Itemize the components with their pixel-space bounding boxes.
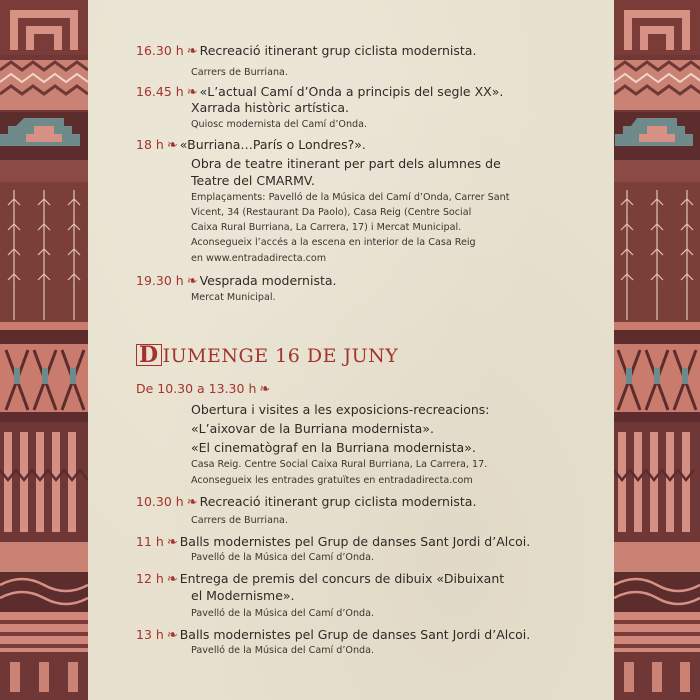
event-location-line: Aconsegueix les entrades gratuïtes en entradadirecta.com <box>191 475 473 486</box>
event-location: Pavelló de la Música del Camí d’Onda. <box>191 645 375 656</box>
right-decorative-border <box>614 0 700 700</box>
event-location: Carrers de Burriana. <box>191 515 288 526</box>
event-time: 16.30 h <box>136 43 184 58</box>
event-time: 18 h <box>136 137 164 152</box>
event-1630 <box>136 42 606 60</box>
event-time: 10.30 h <box>136 494 184 509</box>
event-11 <box>136 533 606 551</box>
left-border-pattern <box>0 0 88 700</box>
leaf-icon: ❧ <box>186 274 198 289</box>
event-title: Vesprada modernista. <box>199 273 337 288</box>
event-title: Recreació itinerant grup ciclista modernista. <box>199 43 477 58</box>
event-location-line: Aconsegueix l’accés a la escena en interior de la Casa Reig <box>191 237 476 248</box>
event-13 <box>136 626 606 644</box>
event-location-line: Casa Reig. Centre Social Caixa Rural Burriana, La Carrera, 17. <box>191 459 488 470</box>
leaf-icon: ❧ <box>186 44 198 59</box>
leaf-icon: ❧ <box>186 495 198 510</box>
event-location: Quiosc modernista del Camí d’Onda. <box>191 119 368 130</box>
event-1030 <box>136 493 606 511</box>
event-time: 11 h <box>136 534 164 549</box>
event-title: Balls modernistes pel Grup de danses Sant Jordi d’Alcoi. <box>179 534 531 549</box>
event-description-line: «El cinematògraf en la Burriana modernista». <box>191 440 476 455</box>
day-heading <box>136 344 398 367</box>
event-description-line: Obra de teatre itinerant per part dels alumnes de <box>191 156 501 171</box>
left-decorative-border <box>0 0 88 700</box>
event-location-line: Vicent, 34 (Restaurant Da Paolo), Casa Reig (Centre Social <box>191 207 472 218</box>
leaf-icon: ❧ <box>259 382 271 397</box>
leaf-icon: ❧ <box>186 85 198 100</box>
day-heading-text: IUMENGE 16 DE JUNY <box>162 345 399 367</box>
event-description-line: «L’aixovar de la Burriana modernista». <box>191 421 434 436</box>
event-location: Mercat Municipal. <box>191 292 276 303</box>
event-location: Pavelló de la Música del Camí d’Onda. <box>191 552 375 563</box>
event-title: Balls modernistes pel Grup de danses Sant Jordi d’Alcoi. <box>179 627 531 642</box>
event-location-line: en www.entradadirecta.com <box>191 253 327 264</box>
event-time: 12 h <box>136 571 164 586</box>
event-title: Entrega de premis del concurs de dibuix «Dibuixant <box>179 571 505 586</box>
event-12 <box>136 570 606 588</box>
event-exhibitions <box>136 380 606 398</box>
event-title: «L’actual Camí d’Onda a principis del segle XX». <box>199 84 504 99</box>
leaf-icon: ❧ <box>166 572 178 587</box>
event-time: 19.30 h <box>136 273 184 288</box>
event-title: Recreació itinerant grup ciclista modernista. <box>199 494 477 509</box>
right-border-pattern <box>614 0 700 700</box>
event-time: 16.45 h <box>136 84 184 99</box>
leaf-icon: ❧ <box>166 628 178 643</box>
event-location: Carrers de Burriana. <box>191 67 288 78</box>
dropcap-letter: D <box>136 344 162 366</box>
event-location: Pavelló de la Música del Camí d’Onda. <box>191 608 375 619</box>
leaf-icon: ❧ <box>166 535 178 550</box>
event-title-line-2: el Modernisme». <box>191 588 295 603</box>
event-description-line: Obertura i visites a les exposicions-recreacions: <box>191 402 490 417</box>
leaf-icon: ❧ <box>166 138 178 153</box>
event-subtitle: Xarrada històric artística. <box>191 100 349 115</box>
event-location-line: Emplaçaments: Pavelló de la Música del Camí d’Onda, Carrer Sant <box>191 192 510 203</box>
event-time: 13 h <box>136 627 164 642</box>
event-title: «Burriana…París o Londres?». <box>179 137 366 152</box>
event-time: De 10.30 a 13.30 h <box>136 381 257 396</box>
event-18 <box>136 136 606 154</box>
event-1930 <box>136 272 606 290</box>
event-description-line: Teatre del CMARMV. <box>191 173 315 188</box>
event-location-line: Caixa Rural Burriana, La Carrera, 17) i Mercat Municipal. <box>191 222 462 233</box>
